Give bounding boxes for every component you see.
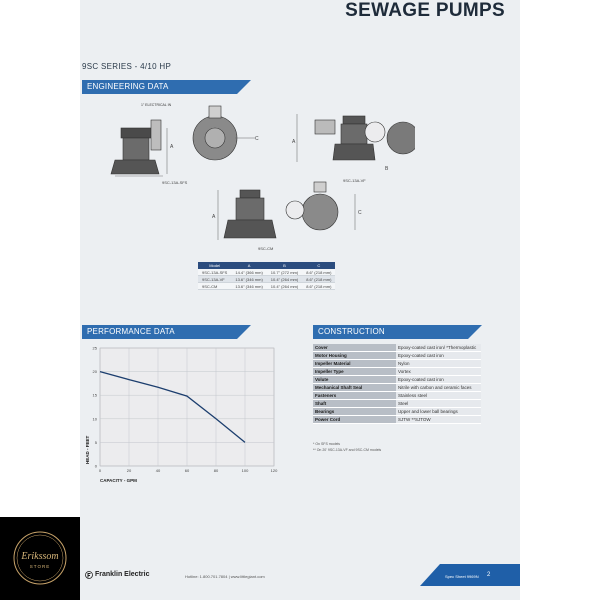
table-row (198, 283, 335, 290)
performance-chart (84, 340, 284, 490)
x-tick-label: 20 (126, 468, 132, 473)
eng-cell: 13.6" (346 mm) (231, 276, 266, 283)
pump-diagram-vf-side (297, 114, 375, 162)
dim-b-label-1: B (385, 166, 389, 172)
dim-a-label-2: A (292, 139, 296, 145)
pump-diagram-cm (200, 180, 380, 260)
dim-c-label-2: C (358, 210, 362, 216)
eng-col-b: B (267, 262, 302, 269)
cons-value: Nylon (396, 360, 481, 368)
x-tick-label: 40 (155, 468, 161, 473)
cons-value: Epoxy-coated cast iron/ *Thermoplastic (396, 344, 481, 352)
page-number: 2 (487, 572, 491, 578)
cons-key: Shaft (313, 400, 396, 408)
performance-data-banner: PERFORMANCE DATA (82, 325, 237, 339)
pump-label-vf: 9SC-13A-VF (343, 178, 366, 183)
table-row (313, 344, 481, 352)
x-tick-label: 100 (241, 468, 249, 473)
eng-col-model: Model (198, 262, 231, 269)
construction-note-1: * On SFS models (313, 442, 341, 446)
eng-cell: 10.4" (264 mm) (267, 283, 302, 290)
table-row (313, 384, 481, 392)
cons-value: Vortex (396, 368, 481, 376)
y-tick-label: 15 (92, 392, 97, 398)
table-row (198, 276, 335, 283)
pump-label-sfs: 9SC-13A-SFS (162, 180, 188, 185)
dim-c-label-1: C (255, 136, 259, 142)
cons-value: Epoxy-coated cast iron (396, 376, 481, 384)
dim-a-label: A (170, 144, 174, 150)
eng-cell: 8.6" (218 mm) (302, 269, 335, 276)
cons-key: Impeller Material (313, 360, 396, 368)
y-axis-label: HEAD - FEET (85, 435, 90, 464)
table-row (313, 392, 481, 400)
pump-diagram-sfs-top (193, 106, 255, 160)
cons-value: SJTW **SJTOW (396, 416, 481, 424)
y-tick-label: 25 (92, 345, 97, 351)
franklin-logo-icon (85, 571, 93, 579)
y-tick-label: 20 (92, 369, 97, 375)
pump-label-cm: 9SC-CM (258, 246, 274, 251)
y-tick-label: 5 (94, 439, 97, 445)
series-title: 9SC SERIES - 4/10 HP (82, 62, 172, 71)
y-tick-label: 0 (94, 463, 97, 469)
eng-cell: 13.6" (346 mm) (231, 283, 266, 290)
construction-note-2: ** On 20' 9SC-13A-VF and 9SC-CM models (313, 448, 382, 452)
construction-banner: CONSTRUCTION (313, 325, 468, 339)
x-tick-label: 0 (98, 468, 102, 473)
engineering-table (198, 262, 335, 290)
brand-name: Franklin Electric (95, 571, 150, 578)
pump-diagram-sfs-side (111, 120, 167, 176)
cons-key: Impeller Type (313, 368, 396, 376)
cons-key: Cover (313, 344, 396, 352)
store-logo-line1: Erikssom (21, 551, 59, 562)
engineering-data-banner: ENGINEERING DATA (82, 80, 237, 94)
eng-col-a: A (231, 262, 266, 269)
cons-key: Bearings (313, 408, 396, 416)
eng-col-c: C (302, 262, 335, 269)
store-logo (0, 517, 80, 600)
x-tick-label: 60 (184, 468, 190, 473)
cons-value: Epoxy-coated cast iron (396, 352, 481, 360)
table-row (313, 376, 481, 384)
cons-key: Mechanical Shaft Seal (313, 384, 396, 392)
eng-cell: 9SC-13A-SFS (198, 269, 231, 276)
cons-value: Nitrile with carbon and ceramic faces (396, 384, 481, 392)
eng-cell: 8.6" (218 mm) (302, 283, 335, 290)
footer-contact: Hotline: 1.800.701.7804 | www.littlegiant.com (185, 574, 265, 579)
cons-value: Upper and lower ball bearings (396, 408, 481, 416)
cons-value: Steel (396, 400, 481, 408)
cons-key: Power Cord (313, 416, 396, 424)
eng-cell: 10.4" (264 mm) (267, 276, 302, 283)
eng-table-header-row (198, 262, 335, 269)
cons-key: Fasteners (313, 392, 396, 400)
eng-cell: 10.7" (272 mm) (267, 269, 302, 276)
eng-cell: 8.6" (218 mm) (302, 276, 335, 283)
y-tick-label: 10 (92, 416, 97, 422)
eng-cell: 9SC-CM (198, 283, 231, 290)
store-logo-line2: STORE (29, 564, 51, 569)
table-row (313, 352, 481, 360)
cons-value: Stainless steel (396, 392, 481, 400)
dim-a-label-3: A (212, 214, 216, 220)
elec-in-label: 1" ELECTRICAL IN (141, 103, 172, 107)
x-tick-label: 120 (270, 468, 278, 473)
x-tick-label: 80 (213, 468, 219, 473)
eng-cell: 14.4" (366 mm) (231, 269, 266, 276)
table-row (313, 368, 481, 376)
store-logo-mark (0, 517, 80, 600)
eng-cell: 9SC-13A-VF (198, 276, 231, 283)
table-row (313, 416, 481, 424)
cons-key: Motor Housing (313, 352, 396, 360)
page-title: SEWAGE PUMPS (345, 0, 505, 21)
x-axis-label: CAPACITY - GPM (100, 478, 137, 483)
construction-table (313, 344, 481, 424)
table-row (313, 400, 481, 408)
table-row (313, 360, 481, 368)
cons-key: Volute (313, 376, 396, 384)
table-row (313, 408, 481, 416)
spec-sheet-label: Spec Sheet 9969N (445, 574, 479, 579)
